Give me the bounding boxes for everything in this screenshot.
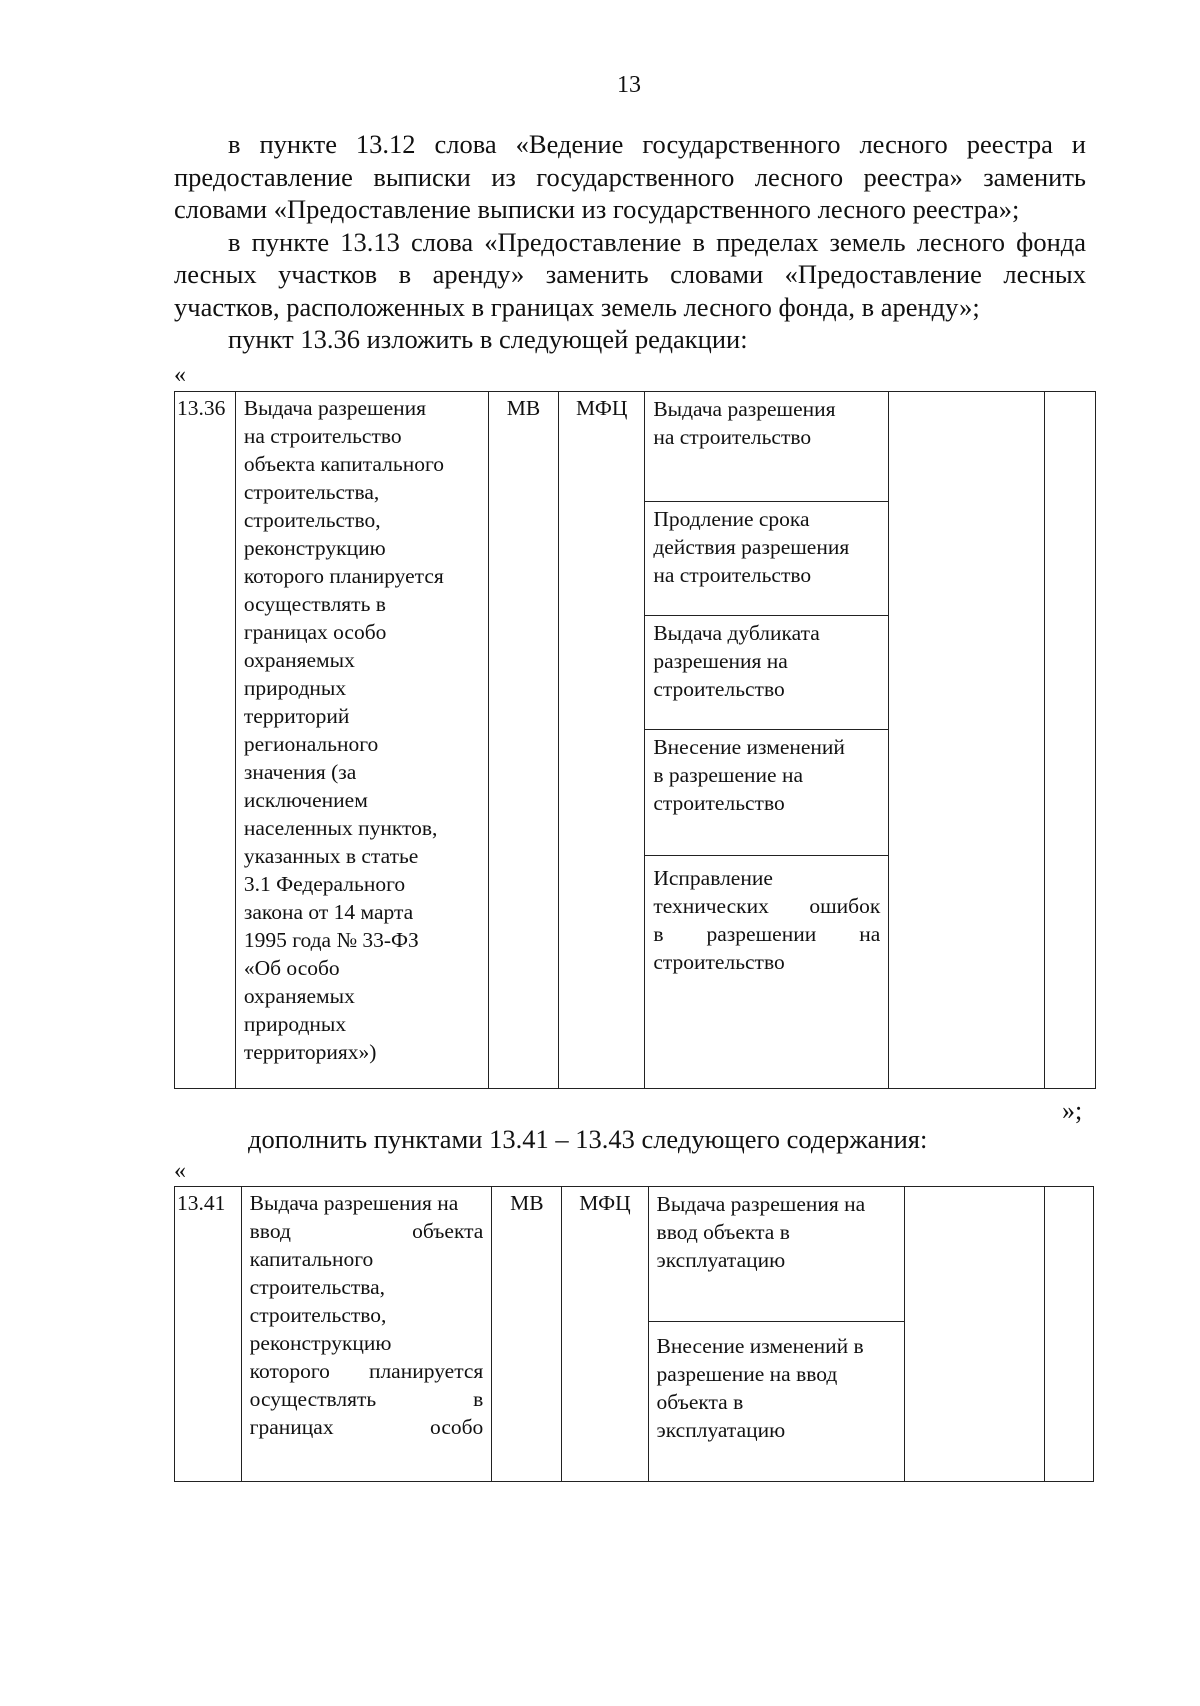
table1-empty-cell-1 (889, 392, 1045, 1089)
service-line: 1995 года № 33-ФЗ (243, 928, 419, 952)
subservice-line: в разрешение на (653, 763, 804, 787)
table2-service-name (242, 1187, 492, 1443)
table1-mfc: МФЦ (576, 396, 628, 420)
subservice-line: эксплуатацию (656, 1418, 786, 1442)
subservice-line: на строительство (653, 563, 812, 587)
service-line: ввод объекта (249, 1219, 484, 1243)
service-line: территориях») (243, 1040, 377, 1064)
page-number: 13 (617, 72, 641, 98)
subservice-item (649, 1322, 904, 1450)
service-line: строительство, (243, 508, 381, 532)
subservice-item (645, 616, 888, 730)
service-line: охраняемых (243, 984, 355, 1008)
service-line: «Об особо (243, 956, 340, 980)
quote-open-2: « (174, 1158, 186, 1184)
subservice-line: строительство (653, 791, 785, 815)
paragraph-13-36: пункт 13.36 изложить в следующей редакции: (228, 324, 748, 354)
subservice-line: в разрешении на (653, 922, 881, 946)
service-line: 3.1 Федерального (243, 872, 406, 896)
subservice-line: разрешение на ввод (656, 1362, 838, 1386)
subservice-line: разрешения на (653, 649, 788, 673)
table1-mv: МВ (506, 396, 541, 420)
service-line: объекта капитального (243, 452, 444, 476)
paragraph-13-13: в пункте 13.13 слова «Предоставление в пределах земель лесного фонда лесных участков в аренду» заменить словами «Предоставление лесных участков, расположенных в границах земель лесного фонда, в аренду»; (174, 226, 1086, 322)
quote-open-1: « (174, 362, 186, 388)
service-line: границах особо (249, 1415, 484, 1439)
service-line: Выдача разрешения (243, 396, 427, 420)
service-line: значения (за (243, 760, 357, 784)
service-line: капитального (249, 1247, 374, 1271)
service-line: строительство, (249, 1303, 387, 1327)
table2-mfc-cell (562, 1187, 648, 1482)
subservice-item (649, 1187, 904, 1322)
table1-empty-cell-2 (1045, 392, 1096, 1089)
service-line: природных (243, 1012, 347, 1036)
service-line: реконструкцию (249, 1331, 392, 1355)
table2-mv: МВ (510, 1191, 544, 1215)
service-line: населенных пунктов, (243, 816, 438, 840)
table1-mv-cell (488, 392, 558, 1089)
service-line: строительства, (243, 480, 380, 504)
service-line: осуществлять в (243, 592, 386, 616)
subservice-line: строительство (653, 950, 785, 974)
service-line: которого планируется (249, 1359, 484, 1383)
service-line: реконструкцию (243, 536, 386, 560)
table1-number-cell (175, 392, 236, 1089)
subservice-line: технических ошибок (653, 894, 881, 918)
quote-close-1: »; (1062, 1096, 1083, 1125)
table1-number: 13.36 (177, 396, 226, 420)
subservice-line: эксплуатацию (656, 1248, 786, 1272)
service-line: строительства, (249, 1275, 386, 1299)
table2-service-cell (241, 1187, 492, 1482)
subservice-line: Внесение изменений (653, 735, 845, 759)
subservice-line: ввод объекта в (656, 1220, 790, 1244)
subservice-line: объекта в (656, 1390, 744, 1414)
subservice-line: Продление срока (653, 507, 810, 531)
subservice-line: Выдача разрешения на (656, 1192, 866, 1216)
subservice-line: действия разрешения (653, 535, 850, 559)
service-line: природных (243, 676, 347, 700)
paragraph-13-12: в пункте 13.12 слова «Ведение государственного лесного реестра и предоставление выписки из государственного лесного реестра» заменить словами «Предоставление выписки из государственного лесного реестра»; (174, 129, 1086, 224)
subservice-line: Выдача разрешения (653, 397, 836, 421)
add-items-text: дополнить пунктами 13.41 – 13.43 следующего содержания: (248, 1124, 928, 1154)
table2-number-cell (175, 1187, 242, 1482)
subservice-item (645, 502, 888, 616)
service-line: исключением (243, 788, 368, 812)
table2-number: 13.41 (177, 1191, 226, 1215)
subservice-line: на строительство (653, 425, 812, 449)
table1-subservices-cell (645, 392, 889, 1089)
service-line: охраняемых (243, 648, 355, 672)
service-line: на строительство (243, 424, 402, 448)
subservice-item (645, 392, 888, 502)
service-line: указанных в статье (243, 844, 419, 868)
table2-mfc: МФЦ (579, 1191, 631, 1215)
service-line: осуществлять в (249, 1387, 484, 1411)
subservice-line: Выдача дубликата (653, 621, 820, 645)
service-line: Выдача разрешения на (249, 1191, 459, 1215)
table-13-41 (174, 1186, 1094, 1482)
subservice-item (645, 856, 888, 982)
service-line: которого планируется (243, 564, 444, 588)
subservice-item (645, 730, 888, 856)
service-line: регионального (243, 732, 379, 756)
service-line: границах особо (243, 620, 387, 644)
table2-mv-cell (492, 1187, 562, 1482)
table-13-36 (174, 391, 1096, 1089)
service-line: территорий (243, 704, 350, 728)
table2-subservices-cell (648, 1187, 904, 1482)
subservice-line: Исправление (653, 866, 773, 890)
intro-text (174, 128, 1086, 356)
table2-empty-cell-2 (1045, 1187, 1094, 1482)
table1-mfc-cell (559, 392, 645, 1089)
subservice-line: строительство (653, 677, 785, 701)
table1-service-cell (235, 392, 488, 1089)
service-line: закона от 14 марта (243, 900, 414, 924)
table1-service-name (236, 392, 488, 1068)
table2-empty-cell-1 (904, 1187, 1044, 1482)
subservice-line: Внесение изменений в (656, 1334, 864, 1358)
